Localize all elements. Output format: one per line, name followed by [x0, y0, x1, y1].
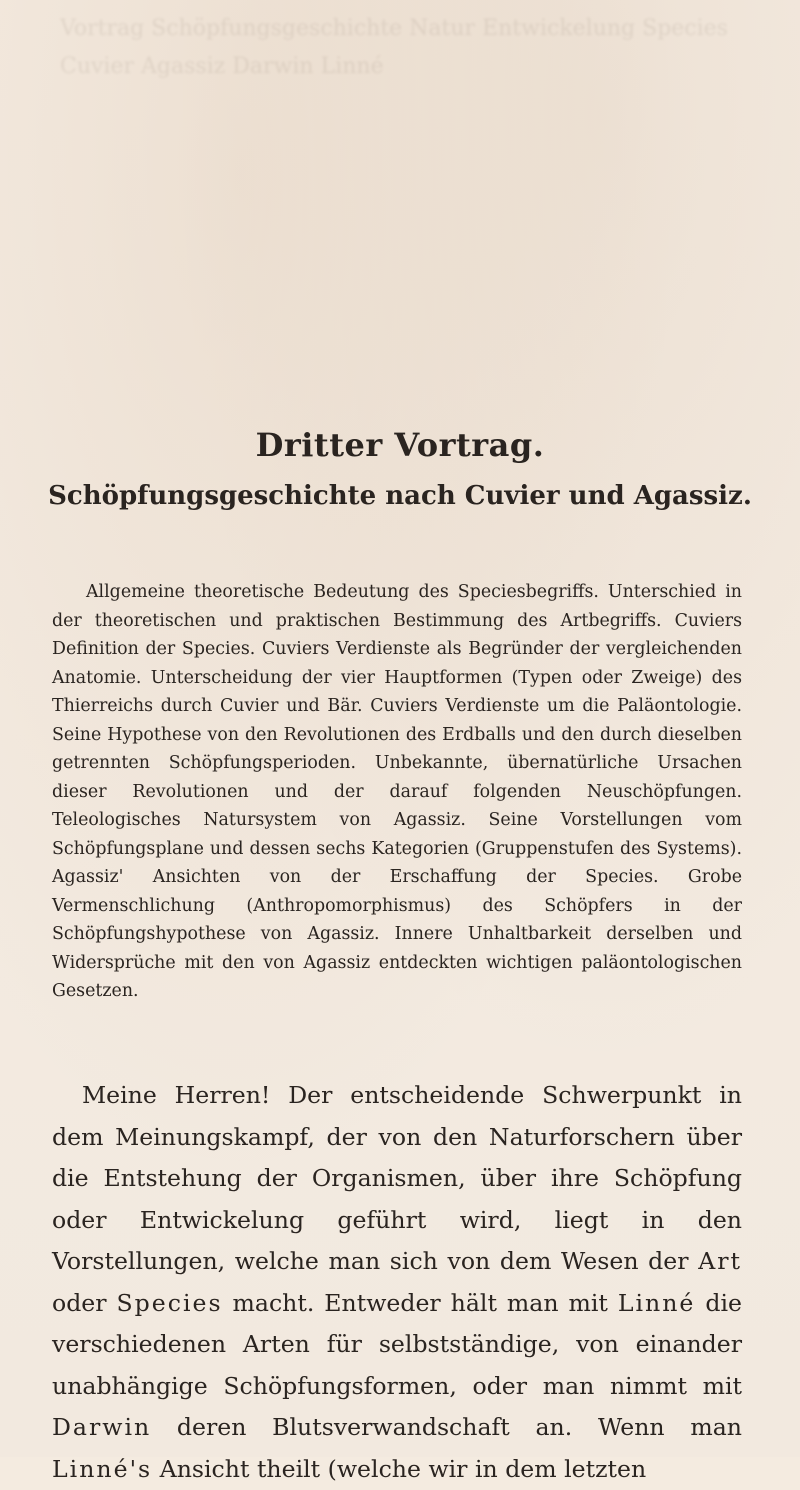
name-linne-possessive: Linné's — [52, 1454, 153, 1483]
body-paragraph — [52, 1075, 742, 1490]
body-text-5: deren Blutsverwandschaft an. Wenn man — [151, 1413, 742, 1441]
lecture-subtitle: Schöpfungsgeschichte nach Cuvier und Agassiz. — [48, 481, 752, 511]
chapter-summary: Allgemeine theoretische Bedeutung des Speciesbegriffs. Unterschied in der theoretischen und praktischen Bestimmung des Artbegriffs. Cuviers Definition der Species. Cuviers Verdienste als Begründer der vergleichenden Anatomie. Unterscheidung der vier Hauptformen (Typen oder Zweige) des Thierreichs durch Cuvier und Bär. Cuviers Verdienste um die Paläontologie. Seine Hypothese von den Revolutionen des Erdballs und den durch dieselben getrennten Schöpfungsperioden. Unbekannte, übernatürliche Ursachen dieser Revolutionen und der darauf folgenden Neuschöpfungen. Teleologisches Natursystem von Agassiz. Seine Vorstellungen vom Schöpfungsplane und dessen sechs Kategorien (Gruppenstufen des Systems). Agassiz' Ansichten von der Erschaffung der Species. Grobe Vermenschlichung (Anthropomorphismus) des Schöpfers in der Schöpfungshypothese von Agassiz. Innere Unhaltbarkeit derselben und Widersprüche mit den von Agassiz entdeckten wichtigen paläontologischen Gesetzen. — [52, 582, 742, 1001]
body-text-3: macht. Entweder hält man mit — [222, 1288, 618, 1317]
body-text-4: die verschiedenen Arten für selbstständige, von einander unabhängige Schöpfungsformen, oder man nimmt mit — [52, 1288, 742, 1400]
bleed-through-text: Vortrag Schöpfungsgeschichte Natur Entwickelung Species Cuvier Agassiz Darwin Linné — [60, 16, 728, 79]
lecture-heading — [0, 425, 800, 513]
body-text-1: Meine Herren! Der entscheidende Schwerpunkt in dem Meinungskampf, der von den Naturforschern über die Entstehung der Organismen, über ihre Schöpfung oder Entwickelung geführt wird, liegt in den Vorstellungen, welche man sich von dem Wesen der — [52, 1081, 742, 1275]
name-darwin: Darwin — [52, 1413, 152, 1441]
lecture-title: Dritter Vortrag. — [255, 426, 545, 464]
term-art: Art — [698, 1247, 742, 1275]
name-linne: Linné — [617, 1288, 696, 1317]
term-species: Species — [116, 1288, 223, 1317]
body-text-2: oder — [52, 1288, 117, 1317]
body-text-6: Ansicht theilt (welche wir in dem letzten — [152, 1454, 647, 1483]
